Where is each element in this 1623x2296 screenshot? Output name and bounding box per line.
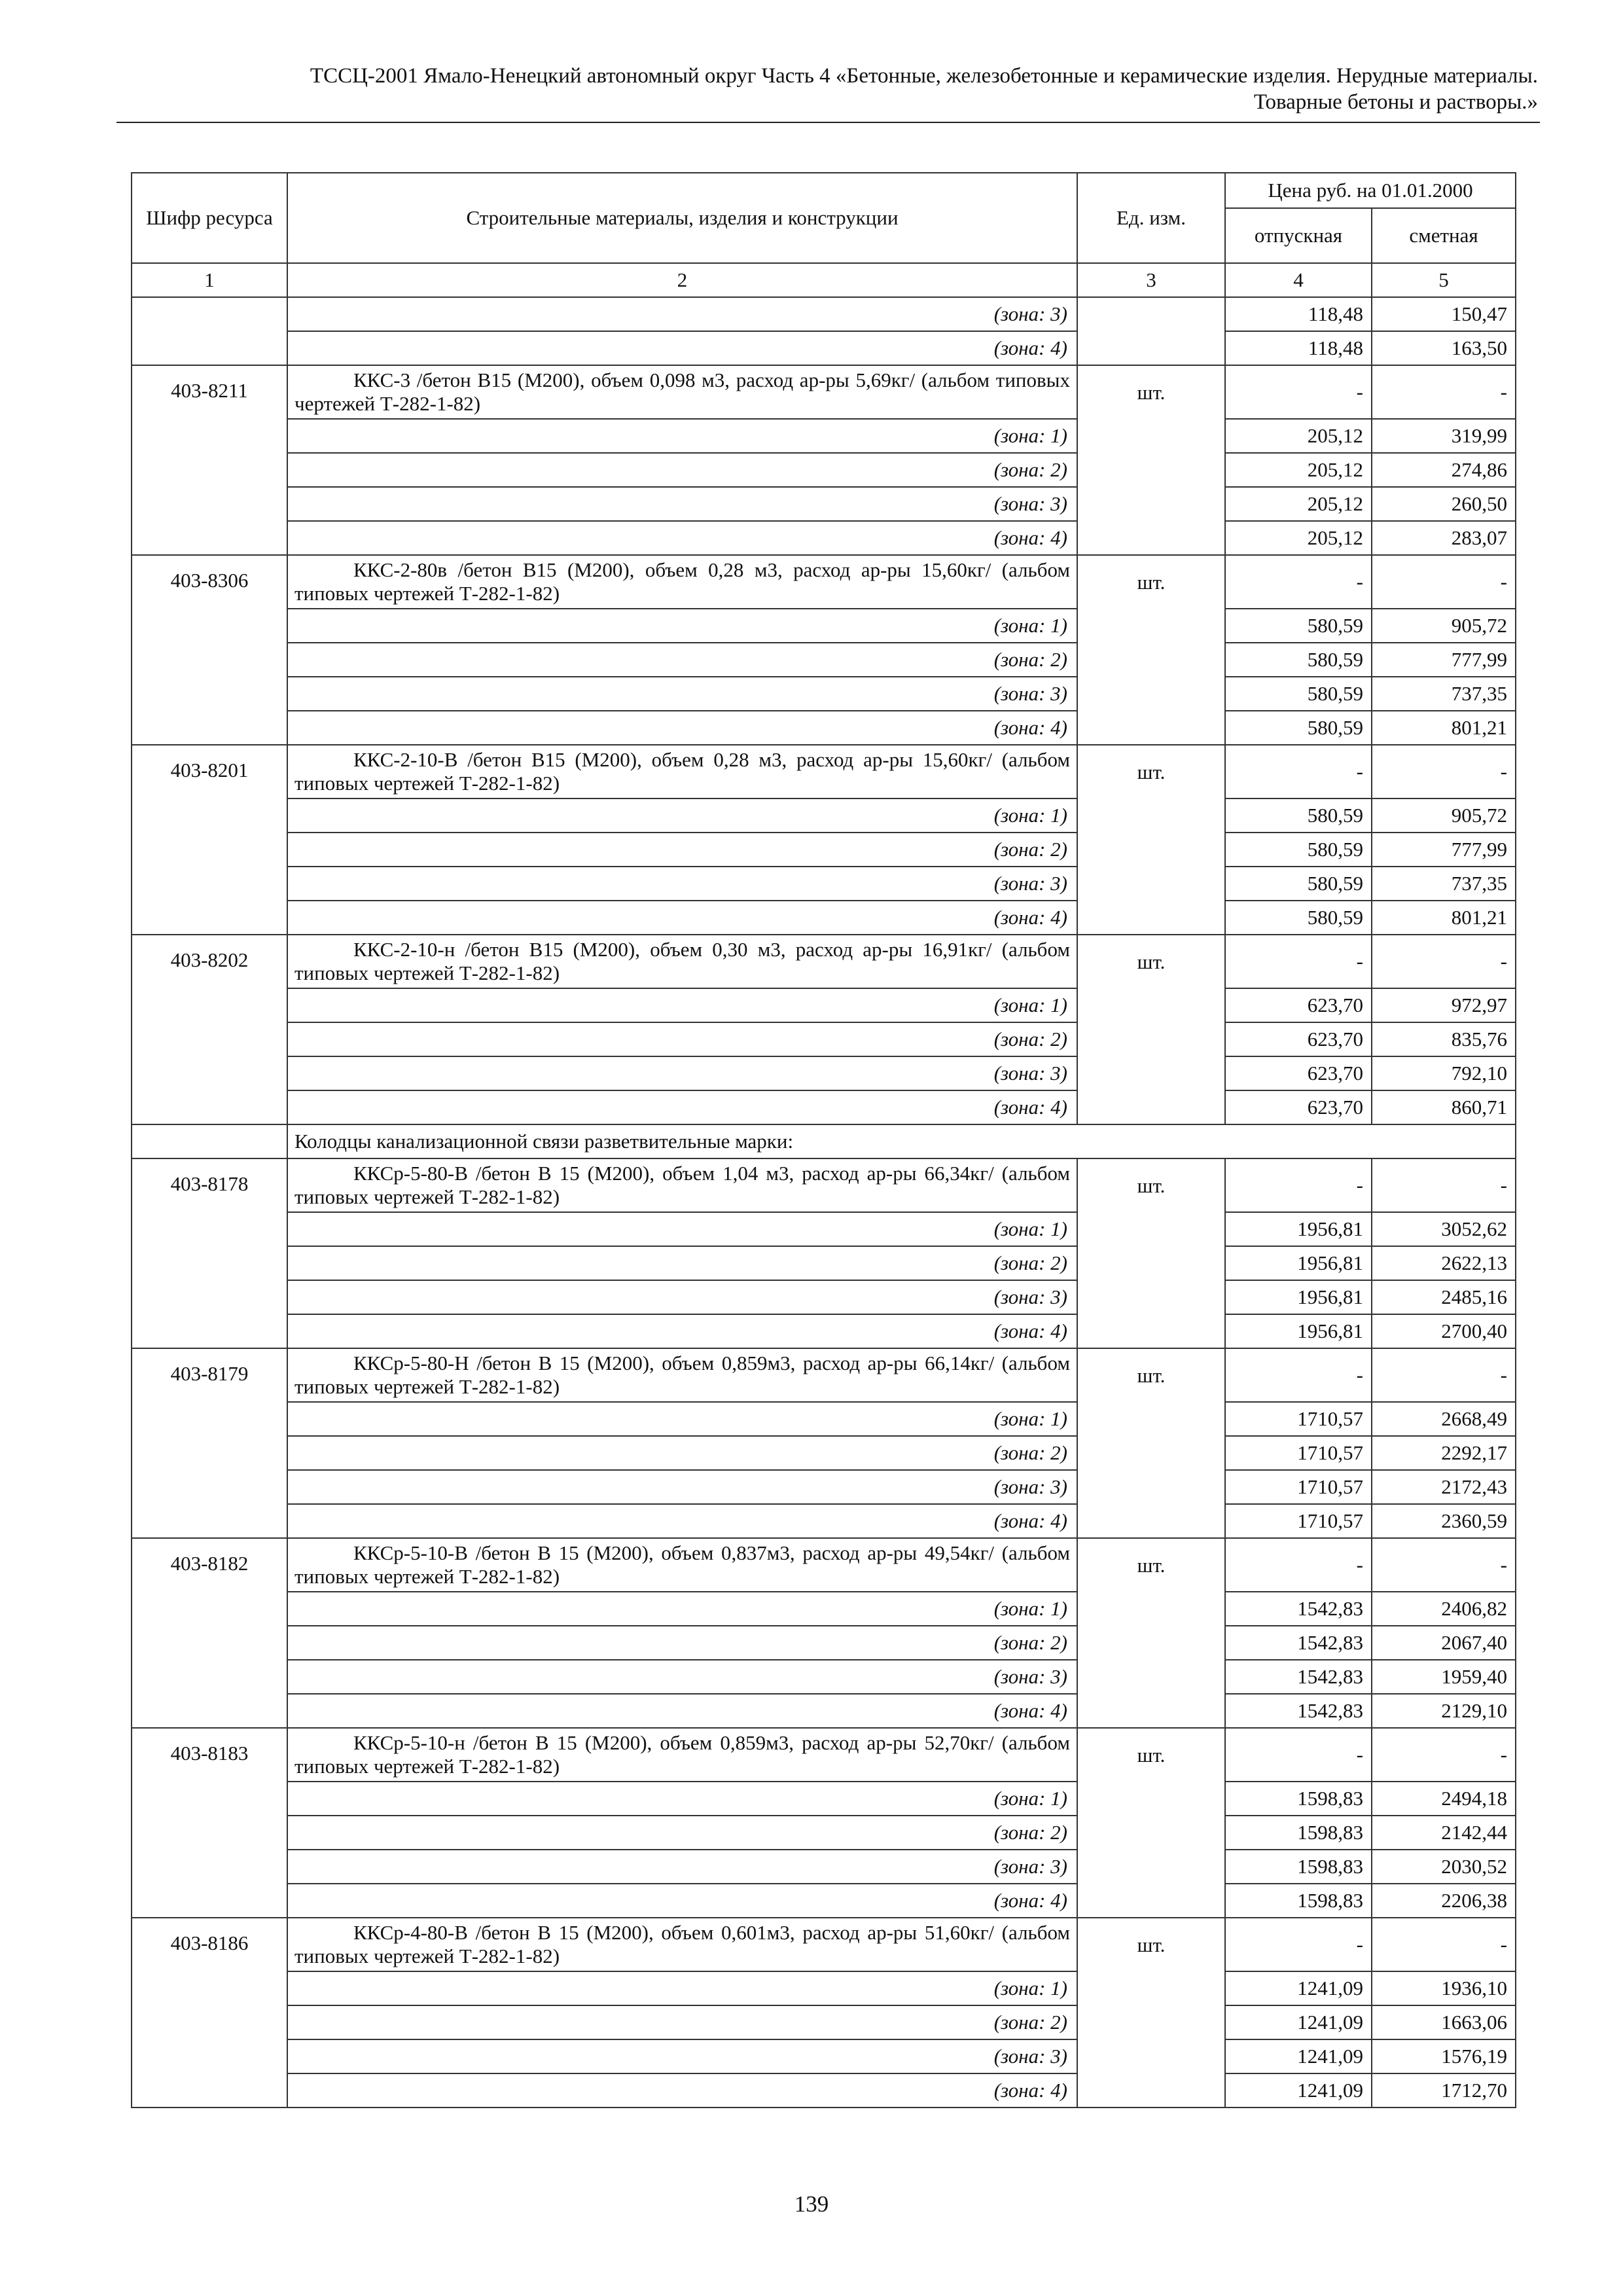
unit: шт. [1077,935,1225,988]
zone-row [132,833,1516,867]
estimate-price: 2292,17 [1372,1436,1516,1470]
release-price: 1542,83 [1225,1660,1372,1694]
zone-label: (зона: 2) [287,833,1077,867]
zone-label: (зона: 1) [287,419,1077,453]
table-row [132,935,1516,988]
zone-row [132,1592,1516,1626]
page-header [118,63,1538,115]
resource-code: 403-8183 [132,1728,287,1918]
estimate-price: 1576,19 [1372,2039,1516,2073]
zone-row [132,521,1516,555]
zone-row [132,1884,1516,1918]
zone-row [132,1660,1516,1694]
zone-row [132,1212,1516,1246]
estimate-price: 283,07 [1372,521,1516,555]
zone-label: (зона: 3) [287,677,1077,711]
release-price: 1542,83 [1225,1626,1372,1660]
estimate-price: 1959,40 [1372,1660,1516,1694]
section-heading: Колодцы канализационной связи разветвительные марки: [287,1124,1516,1158]
release-price: 623,70 [1225,1090,1372,1124]
zone-row [132,2073,1516,2108]
table-row [132,365,1516,419]
unit: шт. [1077,1918,1225,1971]
unit-cell-empty [1077,1280,1225,1314]
estimate-price: - [1372,745,1516,798]
zone-label: (зона: 2) [287,1246,1077,1280]
unit-cell-empty [1077,1056,1225,1090]
table-row [132,1538,1516,1592]
zone-label: (зона: 2) [287,453,1077,487]
header-divider [116,122,1540,123]
unit-cell-empty [1077,643,1225,677]
release-price: 1710,57 [1225,1436,1372,1470]
estimate-price: 1936,10 [1372,1971,1516,2005]
item-description: ККС-2-10-В /бетон В15 (М200), объем 0,28 м3, расход ар-ры 15,60кг/ (альбом типовых чертежей Т-282-1-82) [287,745,1077,798]
zone-row [132,1402,1516,1436]
unit-cell-empty [1077,521,1225,555]
zone-label: (зона: 3) [287,867,1077,901]
unit-cell-empty [1077,1246,1225,1280]
zone-row [132,331,1516,365]
release-price: 1598,83 [1225,1816,1372,1850]
zone-row [132,1314,1516,1348]
estimate-price: 777,99 [1372,833,1516,867]
release-price: 623,70 [1225,1022,1372,1056]
unit-cell-empty [1077,1436,1225,1470]
zone-label: (зона: 4) [287,1884,1077,1918]
unit-cell-empty [1077,1884,1225,1918]
zone-row [132,1246,1516,1280]
header-line-1: ТССЦ-2001 Ямало-Ненецкий автономный округ Часть 4 «Бетонные, железобетонные и керамические изделия. Нерудные материалы. [310,64,1538,88]
release-price: 580,59 [1225,867,1372,901]
zone-row [132,487,1516,521]
code-cell-empty [132,297,287,331]
zone-label: (зона: 3) [287,1850,1077,1884]
estimate-price: 2406,82 [1372,1592,1516,1626]
zone-label: (зона: 2) [287,2005,1077,2039]
release-price: - [1225,1158,1372,1212]
price-table [131,172,1516,2108]
zone-row [132,711,1516,745]
estimate-price: 2206,38 [1372,1884,1516,1918]
code-cell-empty [132,1124,287,1158]
zone-row [132,1056,1516,1090]
unit: шт. [1077,1538,1225,1592]
estimate-price: - [1372,365,1516,419]
unit: шт. [1077,1348,1225,1402]
col-header-estimate: сметная [1372,208,1516,263]
unit-cell-empty [1077,1470,1225,1504]
estimate-price: 2129,10 [1372,1694,1516,1728]
zone-label: (зона: 2) [287,1626,1077,1660]
resource-code: 403-8211 [132,365,287,555]
item-description: ККСр-5-10-н /бетон В 15 (М200), объем 0,859м3, расход ар-ры 52,70кг/ (альбом типовых чертежей Т-282-1-82) [287,1728,1077,1782]
release-price: 1241,09 [1225,2005,1372,2039]
unit-cell-empty [1077,331,1225,365]
release-price: 580,59 [1225,833,1372,867]
zone-row [132,1504,1516,1538]
resource-code: 403-8186 [132,1918,287,2108]
unit-cell-empty [1077,1971,1225,2005]
zone-row [132,1782,1516,1816]
estimate-price: 150,47 [1372,297,1516,331]
zone-label: (зона: 3) [287,1660,1077,1694]
col-header-name: Строительные материалы, изделия и конструкции [287,173,1077,263]
unit-cell-empty [1077,297,1225,331]
release-price: 1956,81 [1225,1280,1372,1314]
estimate-price: 2030,52 [1372,1850,1516,1884]
unit-cell-empty [1077,2005,1225,2039]
release-price: 1710,57 [1225,1402,1372,1436]
estimate-price: 1663,06 [1372,2005,1516,2039]
unit-cell-empty [1077,1816,1225,1850]
item-description: ККС-2-10-н /бетон В15 (М200), объем 0,30 м3, расход ар-ры 16,91кг/ (альбом типовых чертежей Т-282-1-82) [287,935,1077,988]
release-price: 1956,81 [1225,1314,1372,1348]
release-price: - [1225,555,1372,609]
estimate-price: - [1372,1538,1516,1592]
item-description: ККСр-5-80-Н /бетон В 15 (М200), объем 0,859м3, расход ар-ры 66,14кг/ (альбом типовых чертежей Т-282-1-82) [287,1348,1077,1402]
col-header-code: Шифр ресурса [132,173,287,263]
zone-label: (зона: 3) [287,487,1077,521]
unit-cell-empty [1077,867,1225,901]
page-number: 139 [794,2191,829,2217]
unit-cell-empty [1077,2073,1225,2108]
unit-cell-empty [1077,1314,1225,1348]
estimate-price: - [1372,935,1516,988]
release-price: 1956,81 [1225,1246,1372,1280]
release-price: 623,70 [1225,988,1372,1022]
estimate-price: 2485,16 [1372,1280,1516,1314]
item-description: ККС-3 /бетон В15 (М200), объем 0,098 м3, расход ар-ры 5,69кг/ (альбом типовых чертежей Т-282-1-82) [287,365,1077,419]
col-number: 5 [1372,263,1516,297]
zone-label: (зона: 1) [287,609,1077,643]
zone-row [132,1470,1516,1504]
zone-label: (зона: 2) [287,643,1077,677]
zone-label: (зона: 1) [287,1971,1077,2005]
unit-cell-empty [1077,901,1225,935]
col-number: 1 [132,263,287,297]
unit-cell-empty [1077,487,1225,521]
zone-label: (зона: 3) [287,2039,1077,2073]
unit-cell-empty [1077,419,1225,453]
estimate-price: 163,50 [1372,331,1516,365]
unit-cell-empty [1077,833,1225,867]
zone-row [132,297,1516,331]
estimate-price: 274,86 [1372,453,1516,487]
code-cell-empty [132,331,287,365]
zone-label: (зона: 1) [287,798,1077,833]
zone-label: (зона: 4) [287,1314,1077,1348]
zone-label: (зона: 1) [287,1782,1077,1816]
unit: шт. [1077,1158,1225,1212]
col-header-release: отпускная [1225,208,1372,263]
zone-label: (зона: 3) [287,1056,1077,1090]
unit: шт. [1077,745,1225,798]
estimate-price: 3052,62 [1372,1212,1516,1246]
unit: шт. [1077,1728,1225,1782]
release-price: 205,12 [1225,487,1372,521]
zone-label: (зона: 4) [287,2073,1077,2108]
item-description: ККС-2-80в /бетон В15 (М200), объем 0,28 м3, расход ар-ры 15,60кг/ (альбом типовых чертежей Т-282-1-82) [287,555,1077,609]
item-description: ККСр-4-80-В /бетон В 15 (М200), объем 0,601м3, расход ар-ры 51,60кг/ (альбом типовых чертежей Т-282-1-82) [287,1918,1077,1971]
estimate-price: 2668,49 [1372,1402,1516,1436]
release-price: 118,48 [1225,331,1372,365]
zone-label: (зона: 4) [287,331,1077,365]
zone-label: (зона: 2) [287,1436,1077,1470]
zone-row [132,1850,1516,1884]
estimate-price: 2172,43 [1372,1470,1516,1504]
estimate-price: 801,21 [1372,901,1516,935]
zone-label: (зона: 1) [287,1212,1077,1246]
col-header-unit: Ед. изм. [1077,173,1225,263]
release-price: 1542,83 [1225,1592,1372,1626]
release-price: 580,59 [1225,711,1372,745]
release-price: 1598,83 [1225,1782,1372,1816]
estimate-price: 1712,70 [1372,2073,1516,2108]
estimate-price: 801,21 [1372,711,1516,745]
zone-row [132,1694,1516,1728]
release-price: 1598,83 [1225,1850,1372,1884]
zone-row [132,1090,1516,1124]
zone-row [132,2005,1516,2039]
unit-cell-empty [1077,1694,1225,1728]
estimate-price: - [1372,1918,1516,1971]
estimate-price: 2622,13 [1372,1246,1516,1280]
zone-label: (зона: 3) [287,1280,1077,1314]
zone-row [132,798,1516,833]
zone-row [132,1022,1516,1056]
zone-row [132,1280,1516,1314]
release-price: 1710,57 [1225,1470,1372,1504]
unit-cell-empty [1077,2039,1225,2073]
section-heading-row [132,1124,1516,1158]
release-price: - [1225,1918,1372,1971]
table-row [132,1918,1516,1971]
unit-cell-empty [1077,1212,1225,1246]
estimate-price: 260,50 [1372,487,1516,521]
unit-cell-empty [1077,609,1225,643]
unit-cell-empty [1077,1402,1225,1436]
release-price: 623,70 [1225,1056,1372,1090]
zone-row [132,867,1516,901]
estimate-price: 905,72 [1372,798,1516,833]
table-body [132,297,1516,2108]
zone-label: (зона: 4) [287,1694,1077,1728]
estimate-price: 2700,40 [1372,1314,1516,1348]
unit-cell-empty [1077,1850,1225,1884]
release-price: 1956,81 [1225,1212,1372,1246]
release-price: 580,59 [1225,609,1372,643]
resource-code: 403-8179 [132,1348,287,1538]
zone-label: (зона: 3) [287,1470,1077,1504]
zone-row [132,1971,1516,2005]
release-price: 205,12 [1225,453,1372,487]
release-price: - [1225,1538,1372,1592]
zone-row [132,901,1516,935]
release-price: 580,59 [1225,643,1372,677]
estimate-price: 319,99 [1372,419,1516,453]
unit-cell-empty [1077,798,1225,833]
resource-code: 403-8202 [132,935,287,1124]
column-numbers-row [132,263,1516,297]
zone-row [132,453,1516,487]
estimate-price: - [1372,1158,1516,1212]
header-line-2: Товарные бетоны и растворы.» [1253,90,1538,114]
zone-label: (зона: 4) [287,901,1077,935]
table-row [132,1348,1516,1402]
unit-cell-empty [1077,711,1225,745]
zone-label: (зона: 3) [287,297,1077,331]
estimate-price: 905,72 [1372,609,1516,643]
table-row [132,555,1516,609]
estimate-price: 737,35 [1372,867,1516,901]
col-number: 2 [287,263,1077,297]
release-price: 1598,83 [1225,1884,1372,1918]
unit-cell-empty [1077,1504,1225,1538]
estimate-price: 777,99 [1372,643,1516,677]
item-description: ККСр-5-80-В /бетон В 15 (М200), объем 1,04 м3, расход ар-ры 66,34кг/ (альбом типовых чертежей Т-282-1-82) [287,1158,1077,1212]
col-header-price: Цена руб. на 01.01.2000 [1225,173,1516,208]
release-price: 580,59 [1225,901,1372,935]
release-price: 1241,09 [1225,2039,1372,2073]
estimate-price: 737,35 [1372,677,1516,711]
zone-label: (зона: 1) [287,1402,1077,1436]
zone-label: (зона: 4) [287,1504,1077,1538]
unit-cell-empty [1077,677,1225,711]
zone-label: (зона: 1) [287,988,1077,1022]
table-row [132,1728,1516,1782]
zone-label: (зона: 4) [287,521,1077,555]
resource-code: 403-8306 [132,555,287,745]
release-price: - [1225,935,1372,988]
release-price: 1241,09 [1225,1971,1372,2005]
unit-cell-empty [1077,1782,1225,1816]
zone-row [132,677,1516,711]
zone-row [132,1626,1516,1660]
estimate-price: 792,10 [1372,1056,1516,1090]
unit-cell-empty [1077,1626,1225,1660]
resource-code: 403-8201 [132,745,287,935]
zone-row [132,988,1516,1022]
estimate-price: 2067,40 [1372,1626,1516,1660]
zone-label: (зона: 4) [287,1090,1077,1124]
estimate-price: 860,71 [1372,1090,1516,1124]
release-price: 1542,83 [1225,1694,1372,1728]
table-row [132,1158,1516,1212]
estimate-price: 972,97 [1372,988,1516,1022]
zone-row [132,2039,1516,2073]
release-price: 1241,09 [1225,2073,1372,2108]
resource-code: 403-8182 [132,1538,287,1728]
unit-cell-empty [1077,1592,1225,1626]
zone-label: (зона: 1) [287,1592,1077,1626]
unit-cell-empty [1077,988,1225,1022]
unit-cell-empty [1077,1090,1225,1124]
zone-row [132,1436,1516,1470]
estimate-price: 2494,18 [1372,1782,1516,1816]
unit: шт. [1077,555,1225,609]
release-price: 580,59 [1225,677,1372,711]
zone-label: (зона: 2) [287,1816,1077,1850]
estimate-price: - [1372,1348,1516,1402]
unit-cell-empty [1077,1022,1225,1056]
release-price: - [1225,1348,1372,1402]
unit-cell-empty [1077,1660,1225,1694]
item-description: ККСр-5-10-В /бетон В 15 (М200), объем 0,837м3, расход ар-ры 49,54кг/ (альбом типовых чертежей Т-282-1-82) [287,1538,1077,1592]
release-price: - [1225,745,1372,798]
release-price: 118,48 [1225,297,1372,331]
release-price: - [1225,1728,1372,1782]
unit-cell-empty [1077,453,1225,487]
zone-label: (зона: 2) [287,1022,1077,1056]
release-price: 205,12 [1225,419,1372,453]
estimate-price: 835,76 [1372,1022,1516,1056]
resource-code: 403-8178 [132,1158,287,1348]
estimate-price: 2360,59 [1372,1504,1516,1538]
release-price: - [1225,365,1372,419]
zone-row [132,419,1516,453]
zone-row [132,609,1516,643]
unit: шт. [1077,365,1225,419]
estimate-price: 2142,44 [1372,1816,1516,1850]
zone-row [132,1816,1516,1850]
zone-row [132,643,1516,677]
release-price: 205,12 [1225,521,1372,555]
estimate-price: - [1372,555,1516,609]
zone-label: (зона: 4) [287,711,1077,745]
estimate-price: - [1372,1728,1516,1782]
col-number: 4 [1225,263,1372,297]
release-price: 580,59 [1225,798,1372,833]
col-number: 3 [1077,263,1225,297]
release-price: 1710,57 [1225,1504,1372,1538]
table-row [132,745,1516,798]
